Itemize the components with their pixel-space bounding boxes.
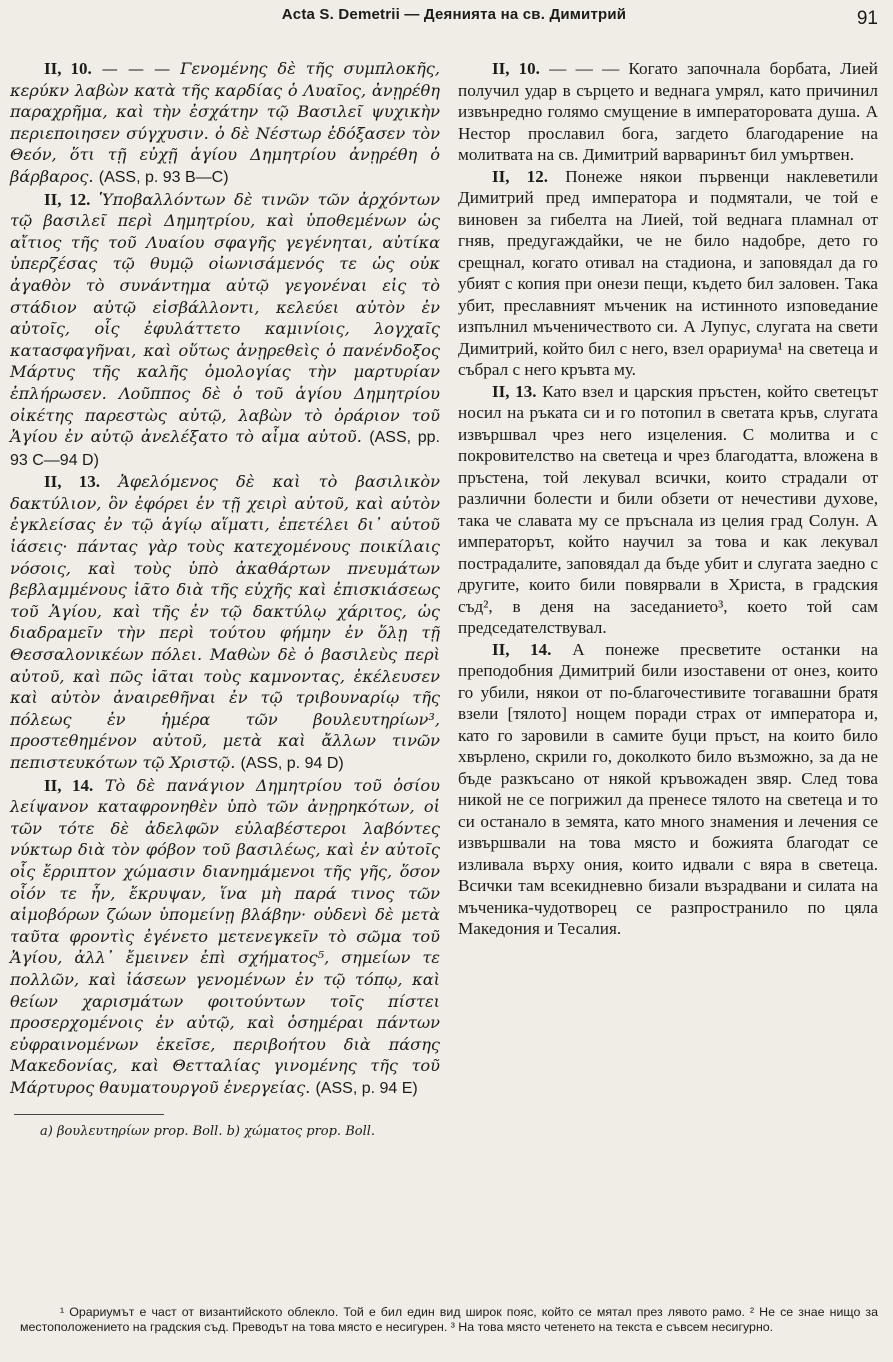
translation-text: — — — Когато започнала борбата, Лией получил удар в сърцето и веднага умрял, като причинил извънредно голямо смущение в императоровата душа. А Нестор прославил бога, загдето благодарение на молитвата на св. Димитрий варваринът бил умъртвен. xyxy=(458,59,878,164)
greek-paragraph xyxy=(10,775,440,1100)
running-header xyxy=(30,6,878,36)
section-number: II, 14. xyxy=(492,639,552,659)
section-number: II, 12. xyxy=(44,189,91,209)
greek-text-column xyxy=(10,58,440,1142)
critical-apparatus: a) βουλευτηρίων prop. Boll. b) χώματος prop. Boll. xyxy=(40,1123,376,1139)
translation-text: А понеже пресветите останки на преподобния Димитрий били изоставени от онез, които го убили, някои от по-благочестивите тогавашни братя взели [тялото] нощем поради страх от императора и, като го заровили в самите буци пръст, на които било хвърлено, скрили го, доколкото било възможно, за да не бъде разкъсано от някой кръвожаден звяр. След това никой не се погрижил да пренесе тялото на светеца и то си останало в земята, като много знамения и лечения се извършвали на това място и божията благодат се изливала върху ония, които идвали с вяра в светеца. Всички там всекидневно бизали възрадвани и силата на мъченика-чудотворец се разпространило по цяла Македония и Тесалия. xyxy=(458,639,879,938)
greek-text: — — — Γενομένης δὲ τῆς συμπλοκῆς, κερύκν λαβὼν κατὰ τῆς καρδίας ὁ Λυαῖος, ἀνῃρέθη παραχρῆμα, καὶ τὴν ἐσχάτην τῷ Βασιλεῖ ψυχικὴν περιεποιησεν σύγχυσιν. ὁ δὲ Νέστωρ ἐδόξασεν τὸν Θεόν, ὅτι τῇ εὐχῇ ἁγίου Δημητρίου ἀνῃρέθη ὁ βάρβαρος. xyxy=(10,59,440,186)
translation-text: Понеже някои първенци наклеветили Димитрий пред императора и подмятали, че той е виновен за гибелта на Лией, той веднага пламнал от гняв, предугаждайки, че не било надобре, дето го срещнал, когато отивал на стадиона, и заповядал да го убият с копия при онези пещи, където бил заловен. Така убит, преславният мъченик на истинното изповедание изпълнил мъченичеството си. А Лупус, слугата на свети Димитрий, който бил с него, взел орариума¹ на светеца и събрал с него кръвта му. xyxy=(458,166,878,379)
translation-paragraph xyxy=(458,639,878,940)
section-number: II, 13. xyxy=(44,472,101,492)
bulgarian-translation-column xyxy=(458,58,878,940)
section-number: II, 10. xyxy=(492,59,540,78)
source-reference: (ASS, p. 94 E) xyxy=(315,1079,418,1097)
section-number: II, 10. xyxy=(44,59,92,78)
greek-text: Ὑποβαλλόντων δὲ τινῶν τῶν ἀρχόντων τῷ βασιλεῖ περὶ Δημητρίου, καὶ ὑποθεμένων ὡς αἴτιος τῆς τοῦ Λυαίου σφαγῆς γεγένηται, αὐτίκα ὑπερζέσας τῷ θυμῷ οἰωνισάμενός τε ὡς οὐκ ἀγαθὸν τὸ συνάντημα αὐτῷ γεγονέναι εἰς τὸ στάδιον αὐτῷ εἰσβάλλοντι, κελεύει αὐτὸν ἐν αὐτοῖς, οἷς ἐφυλάττετο καμινίοις, λογχαῖς κατασφαγῆναι, καὶ οὕτως ἀνῃρεθεὶς ὁ πανένδοξος Μάρτυς τῆς καλῆς ὁμολογίας τὴν μαρτυρίαν ἐπλήρωσεν. Λοῦππος δὲ ὁ τοῦ ἁγίου Δημητρίου οἰκέτης παρεστὼς αὐτῷ, λαβὼν τὸ ὀράριον τοῦ Ἁγίου ἐν αὐτῷ ἀνελέξατο τὸ αἷμα αὐτοῦ. xyxy=(10,189,441,447)
source-reference: (ASS, p. 94 D) xyxy=(240,755,344,772)
greek-paragraph xyxy=(10,58,440,189)
section-number: II, 14. xyxy=(44,775,94,795)
page-number: 91 xyxy=(856,8,878,29)
greek-paragraph xyxy=(10,471,440,774)
source-reference: (ASS, p. 93 B—C) xyxy=(98,168,229,186)
running-title: Acta S. Demetrii — Деянията на св. Димитрий xyxy=(281,6,627,23)
greek-text: Ἀφελόμενος δὲ καὶ τὸ βασιλικὸν δακτύλιον, ὃν ἐφόρει ἐν τῇ χειρὶ αὐτοῦ, καὶ αὐτὸν ἐγκλείσας ἐν τῷ ἁγίῳ αἵματι, ἐπετέλει δι᾽ αὐτοῦ ἰάσεις· πάντας γὰρ τοὺς κατεχομένους ποικίλαις νόσοις, καὶ τοὺς ὑπὸ ἀκαθάρτων πνευμάτων βεβλαμμένους ἰᾶτο διὰ τῆς εὐχῆς καὶ ἐπισκιάσεως τοῦ Ἁγίου, καὶ τῆς ἐν τῷ δακτύλῳ χάριτος, ὡς διαδραμεῖν τὴν περὶ τούτου φήμην ἐν ὅλῃ τῇ Θεσσαλονικέων πόλει. Μαθὼν δὲ ὁ βασιλεὺς περὶ αὐτοῦ, καὶ πῶς ἰᾶται τοὺς καμνοντας, ἐκέλευσεν καὶ αὐτὸν ἀναιρεθῆναι ἐν τῷ τριβουναρίῳ τῆς πόλεως ἐν ἡμέρα τῶν βουλευτηρίων³, προστεθημένον αὐτοῦ, μετὰ καὶ ἄλλων τινῶν πεπιστευκότων τῷ Χριστῷ. xyxy=(10,472,440,772)
translation-paragraph xyxy=(458,166,878,381)
translation-text: Като взел и царския пръстен, който светецът носил на ръката си и го потопил в светата кръв, слугата извършвал чрез него изцеления. С молитва и с покровителство на светеца и чрез благодатта, вложена в пръстена, той лекувал всички, които страдали от различни болести и били обзети от нечестиви духове, така че славата му се пръснала из целия град Солун. А императорът, който научил за това и как лекувал пострадалите, заповядал да бъде убит и слугата заедно с другите, които били повярвали в Христа, в градския съд², в деня на заседанието³, което той сам председателствувал. xyxy=(458,381,878,637)
section-number: II, 12. xyxy=(492,166,548,186)
apparatus-rule xyxy=(14,1114,164,1115)
footnote-text: ¹ Орариумът е част от византийското облекло. Той е бил един вид широк пояс, който се мятал през лявото рамо. ² Не се знае нищо за местоположението на градския съд. Преводът на това място е несигурен. ³ На това място четенето на текста е съвсем несигурно. xyxy=(20,1305,878,1334)
translation-paragraph xyxy=(458,381,878,639)
source-reference: (ASS, pp. 93 C—94 D) xyxy=(10,429,440,469)
greek-paragraph xyxy=(10,189,440,472)
greek-text: Τὸ δὲ πανάγιον Δημητρίου τοῦ ὁσίου λείψανον καταφρονηθὲν ὑπὸ τῶν ἀνῃρηκότων, οἱ τῶν τότε δὲ ἀδελφῶν εὐλαβέστεροι λαβόντες νύκτωρ διὰ τὸν φόβον τοῦ βασιλέως, καὶ ἐν αὐτοῖς οἷς ἔρριπτον χώμασιν διανημάμενοι τῆς γῆς, ὅσον οἷόν τε ἦν, ἔκρυψαν, ἵνα μὴ παρά τινος τῶν αἱμοβόρων ζώων ὑπομείνῃ βλάβην· οὐδενὶ δὲ μετὰ ταῦτα φροντὶς ἐγένετο μετενεγκεῖν τὸ σῶμα τοῦ Ἁγίου, ἀλλ᾽ ἔμεινεν ἐπὶ σχήματος⁵, σημείων τε πολλῶν, καὶ ἰάσεων γενομένων ἐν τῷ τόπῳ, καὶ θείων χαρισμάτων φοιτούντων τοῖς πίστει προσερχομένοις ἐν αὐτῷ, καὶ ὁσημέραι πάντων εὐφραινομένων ἐκεῖσε, περιβοήτου διὰ πάσης Μακεδονίας, καὶ Θετταλίας γινομένης τῆς τοῦ Μάρτυρος θαυματουργοῦ ἐνεργείας. xyxy=(10,775,440,1097)
section-number: II, 13. xyxy=(492,381,537,401)
footnotes xyxy=(20,1305,878,1335)
translation-paragraph xyxy=(458,58,878,166)
